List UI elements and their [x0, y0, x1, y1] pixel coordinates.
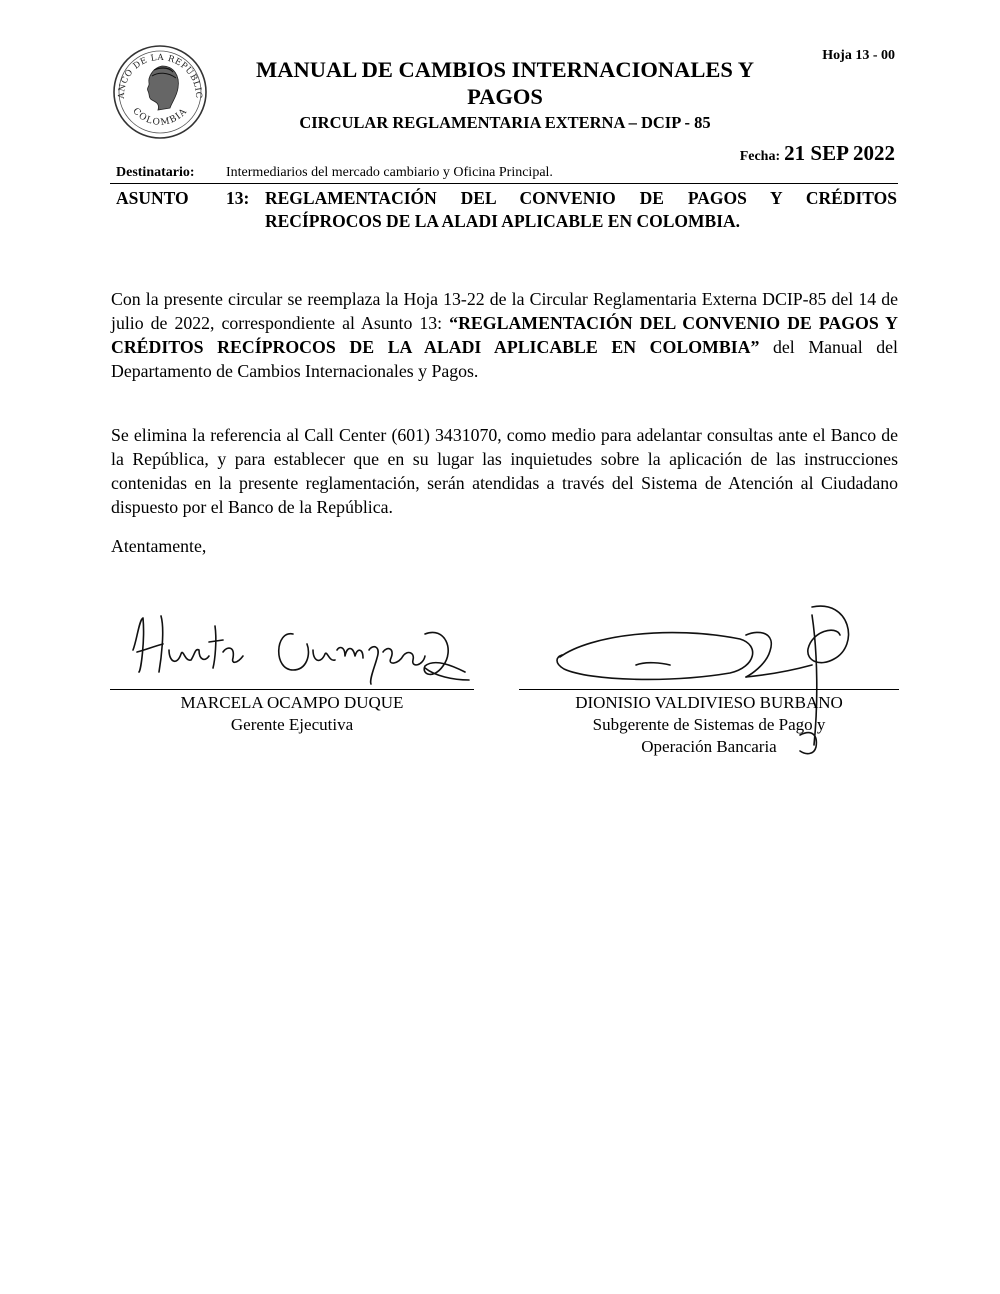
signatory-right: [519, 692, 899, 758]
signatory-left-name: MARCELA OCAMPO DUQUE: [180, 693, 404, 712]
subject-label: ASUNTO: [116, 188, 189, 208]
document-date: [740, 141, 895, 166]
document-header: [230, 56, 780, 133]
svg-text:COLOMBIA: COLOMBIA: [130, 106, 190, 129]
svg-text:BANCO DE LA REPÚBLICA: ANCO DE LA REPÚBLIC: [116, 52, 204, 99]
date-value: 21 SEP 2022: [784, 141, 895, 165]
signatory-right-title-2: Operación Bancaria: [641, 737, 777, 756]
closing-salutation: Atentamente,: [111, 536, 207, 556]
recipients-row: [116, 165, 553, 181]
date-label: Fecha:: [739, 149, 781, 164]
document-title: MANUAL DE CAMBIOS INTERNACIONALES Y PAGOS: [256, 57, 754, 109]
document-subtitle: CIRCULAR REGLAMENTARIA EXTERNA – DCIP - 85: [299, 113, 711, 132]
p1-intro: Con la presente circular se reemplaza la Hoja 13-22 de la Circular Reglamentaria Externa DCIP-85 del 14 de julio de 2022, correspondiente al Asunto 13:: [111, 289, 898, 333]
p1-outro: del Manual del Departamento de Cambios Internacionales y Pagos.: [111, 337, 898, 381]
subject-number: 13:: [226, 188, 250, 208]
recipients-label: Destinatario:: [116, 165, 195, 180]
signature-left-image: [125, 610, 475, 700]
p1-emphasis: “REGLAMENTACIÓN DEL CONVENIO DE PAGOS Y CRÉDITOS RECÍPROCOS DE LA ALADI APLICABLE EN COLOMBIA”: [111, 313, 898, 357]
signatory-right-title-1: Subgerente de Sistemas de Pago y: [592, 715, 826, 734]
sheet-number: Hoja 13 - 00: [822, 48, 895, 63]
subject-block: [116, 187, 897, 233]
signatory-left-title: Gerente Ejecutiva: [230, 715, 354, 734]
body-paragraph-1: [111, 287, 898, 383]
body-paragraph-2: Se elimina la referencia al Call Center (601) 3431070, como medio para adelantar consultas ante el Banco de la República, y para establecer que en su lugar las inquietudes sobre la aplicación de las instrucciones contenidas en la presente reglamentación, serán atendidas a través del Sistema de Atención al Ciudadano dispuesto por el Banco de la República.: [111, 425, 898, 517]
recipients-value: Intermediarios del mercado cambiario y Oficina Principal.: [226, 165, 553, 180]
header-divider: [110, 183, 898, 184]
signatory-right-name: DIONISIO VALDIVIESO BURBANO: [575, 693, 843, 712]
subject-line-2: RECÍPROCOS DE LA ALADI APLICABLE EN COLOMBIA.: [265, 211, 741, 231]
signature-line-left: [110, 689, 474, 690]
signatory-left: [110, 692, 474, 736]
signature-line-right: [519, 689, 899, 690]
subject-line-1: REGLAMENTACIÓN DEL CONVENIO DE PAGOS Y CRÉDITOS: [265, 188, 897, 208]
bank-seal-logo: [110, 44, 210, 140]
